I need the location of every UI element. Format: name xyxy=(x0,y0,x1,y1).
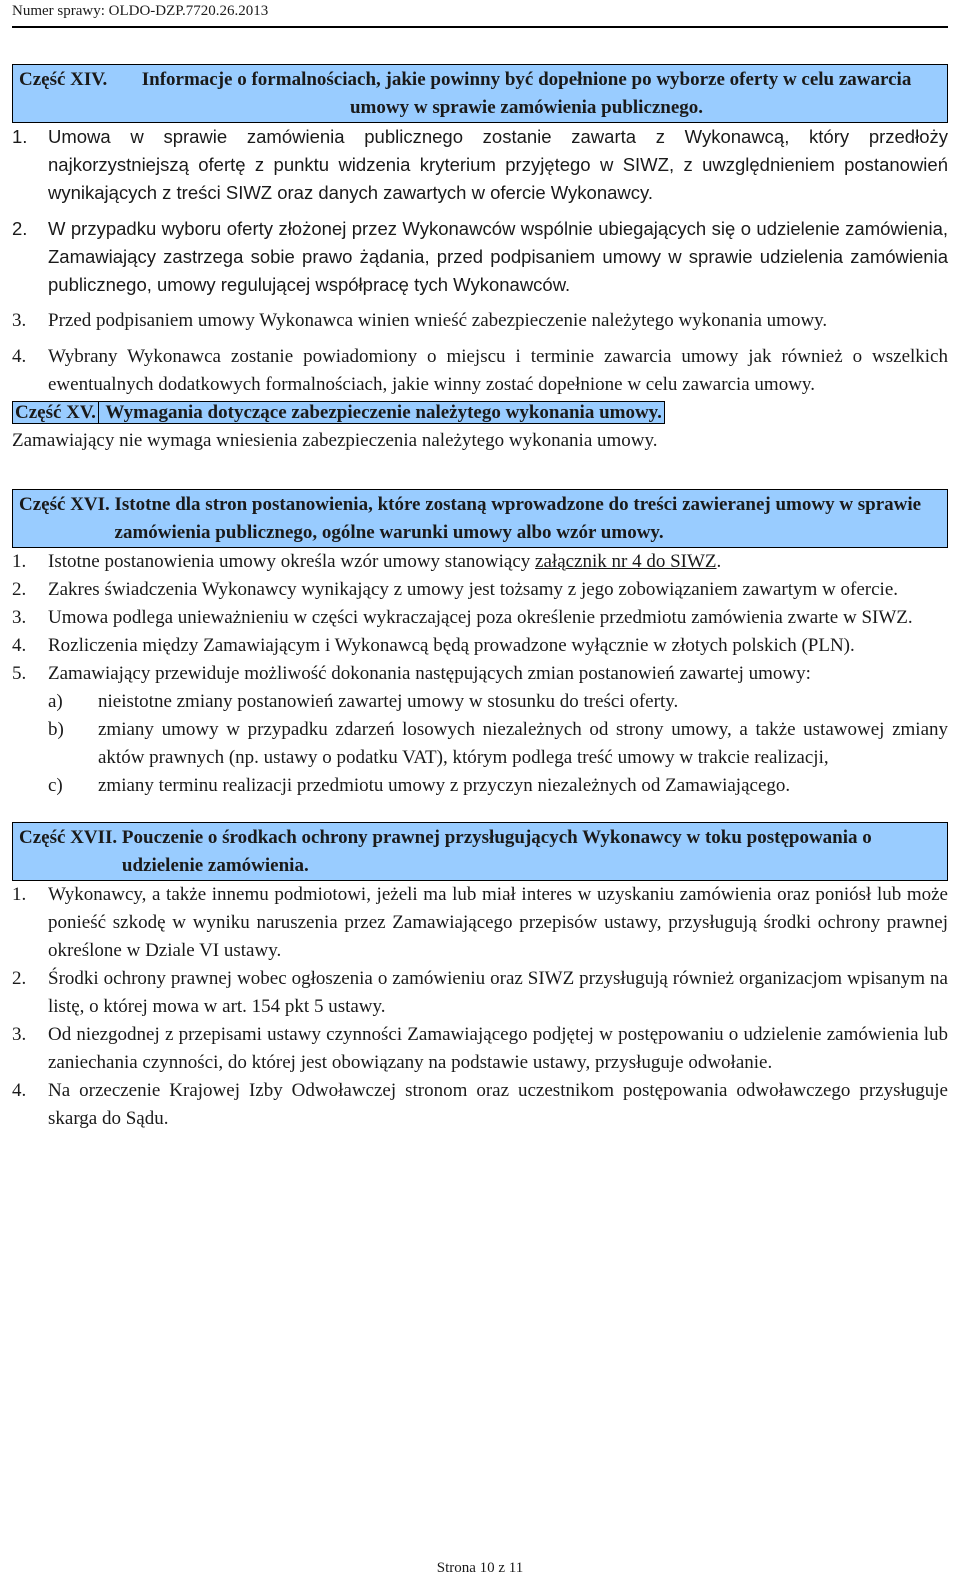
case-number: Numer sprawy: OLDO-DZP.7720.26.2013 xyxy=(12,3,269,19)
item-number: 4. xyxy=(12,635,27,656)
item-text: Zakres świadczenia Wykonawcy wynikający z umowy jest tożsamy z jego zobowiązaniem zawartym w ofercie. xyxy=(48,579,899,600)
list-item xyxy=(12,604,948,632)
item-text: Wykonawcy, a także innemu podmiotowi, jeżeli ma lub miał interes w uzyskaniu zamówienia oraz poniósł lub może ponieść szkodę w wyniku naruszenia przez Zamawiającego przepisów ustawy, przysługują środki ochrony prawnej określone w Dziale VI ustawy. xyxy=(48,884,948,961)
list-item xyxy=(12,576,948,604)
list-item xyxy=(12,307,948,335)
sub-item-letter: a) xyxy=(48,691,63,712)
item-text: W przypadku wyboru oferty złożonej przez Wykonawców wspólnie ubiegających się o udzielenie zamówienia, Zamawiający zastrzega sobie prawo żądania, przed podpisaniem umowy w sprawie udzielenia zamówienia publicznego, umowy regulującej współpracę tych Wykonawców. xyxy=(48,218,948,295)
section-17-label: Część XVII. xyxy=(19,827,122,848)
item-text: Zamawiający przewiduje możliwość dokonania następujących zmian postanowień zawartej umowy: xyxy=(48,663,811,684)
item-number: 3. xyxy=(12,1024,27,1045)
item-number: 2. xyxy=(12,579,27,600)
list-item xyxy=(12,965,948,1021)
section-16-title: Istotne dla stron postanowienia, które zostaną wprowadzone do treści zawieranej umowy w sprawie zamówienia publicznego, ogólne warunki umowy albo wzór umowy. xyxy=(114,494,922,543)
item-text: Wybrany Wykonawca zostanie powiadomiony o miejscu i terminie zawarcia umowy jak również o wszelkich ewentualnych dodatkowych formalnościach, jakie winny zostać dopełnione w celu zawarcia umowy. xyxy=(48,346,948,395)
sub-list-item xyxy=(12,716,948,772)
item-text: Umowa podlega unieważnieniu w części wykraczającej poza określenie przedmiotu zamówienia zwarte w SIWZ. xyxy=(48,607,913,628)
section-15-label: Część XV. xyxy=(12,401,99,424)
item-number: 2. xyxy=(12,218,28,239)
item-number: 2. xyxy=(12,968,27,989)
attachment-link[interactable]: załącznik nr 4 do SIWZ xyxy=(535,551,717,572)
item-text: Przed podpisaniem umowy Wykonawca winien wnieść zabezpieczenie należytego wykonania umowy. xyxy=(48,310,828,331)
item-text: Środki ochrony prawnej wobec ogłoszenia o zamówieniu oraz SIWZ przysługują również organizacjom wpisanym na listę, o której mowa w art. 154 pkt 5 ustawy. xyxy=(48,968,948,1017)
item-number: 4. xyxy=(12,346,27,367)
list-item xyxy=(12,881,948,965)
section-14-label: Część XIV. xyxy=(19,69,113,90)
list-item xyxy=(12,215,948,299)
sub-item-letter: c) xyxy=(48,775,63,796)
list-item xyxy=(12,1021,948,1077)
sub-list-item xyxy=(12,772,948,800)
section-16-heading xyxy=(12,489,948,548)
section-17-title: Pouczenie o środkach ochrony prawnej przysługujących Wykonawcy w toku postępowania o udzielenie zamówienia. xyxy=(121,827,872,876)
item-text: Od niezgodnej z przepisami ustawy czynności Zamawiającego podjętej w postępowaniu o udzielenie zamówienia lub zaniechania czynności, do której jest obowiązany na podstawie ustawy, przysługuje odwołanie. xyxy=(48,1024,948,1073)
list-item xyxy=(12,123,948,207)
section-15-heading xyxy=(12,399,948,427)
section-14-list xyxy=(12,123,948,299)
item-text-part: . xyxy=(716,551,722,572)
item-number: 1. xyxy=(12,126,28,147)
sub-item-text: zmiany umowy w przypadku zdarzeń losowych niezależnych od strony umowy, a także ustawowej zmiany aktów prawnych (np. ustawy o podatku VAT), którym podlega treść umowy w trakcie realizacji, xyxy=(98,719,948,768)
section-15-title: Wymagania dotyczące zabezpieczenie należytego wykonania umowy. xyxy=(99,401,665,424)
sub-item-text: nieistotne zmiany postanowień zawartej umowy w stosunku do treści oferty. xyxy=(98,691,679,712)
section-14-title: Informacje o formalnościach, jakie powinny być dopełnione po wyborze oferty w celu zawarcia umowy w sprawie zamówienia publicznego. xyxy=(141,69,912,118)
item-number: 1. xyxy=(12,551,27,572)
item-number: 3. xyxy=(12,310,27,331)
list-item xyxy=(12,1077,948,1133)
item-text-part: Istotne postanowienia umowy określa wzór umowy stanowiący xyxy=(48,551,536,572)
list-item xyxy=(12,343,948,399)
sub-list-item xyxy=(12,688,948,716)
section-14-list-cont xyxy=(12,307,948,399)
list-item xyxy=(12,660,948,688)
item-text: Rozliczenia między Zamawiającym i Wykonawcą będą prowadzone wyłącznie w złotych polskich (PLN). xyxy=(48,635,855,656)
section-16-label: Część XVI. xyxy=(19,494,115,515)
page-number: Strona 10 z 11 xyxy=(436,1560,524,1576)
list-item xyxy=(12,632,948,660)
item-text: Na orzeczenie Krajowej Izby Odwoławczej stronom oraz uczestnikom postępowania odwoławczego przysługuje skarga do Sądu. xyxy=(48,1080,948,1129)
item-number: 1. xyxy=(12,884,27,905)
section-15-body: Zamawiający nie wymaga wniesienia zabezpieczenia należytego wykonania umowy. xyxy=(12,430,658,451)
item-number: 5. xyxy=(12,663,27,684)
list-item xyxy=(12,548,948,576)
section-17-heading xyxy=(12,822,948,881)
section-16-list xyxy=(12,548,948,800)
item-number: 3. xyxy=(12,607,27,628)
section-17-list xyxy=(12,881,948,1133)
sub-item-text: zmiany terminu realizacji przedmiotu umowy z przyczyn niezależnych od Zamawiającego. xyxy=(98,775,791,796)
item-number: 4. xyxy=(12,1080,27,1101)
document-body xyxy=(12,64,948,1133)
item-text: Umowa w sprawie zamówienia publicznego zostanie zawarta z Wykonawcą, który przedłoży najkorzystniejszą ofertę z punktu widzenia kryterium przyjętego w SIWZ, z uwzględnieniem postanowień wynikających z treści SIWZ oraz danych zawartych w ofercie Wykonawcy. xyxy=(48,126,948,203)
sub-item-letter: b) xyxy=(48,719,64,740)
header-rule xyxy=(12,26,948,28)
item-text xyxy=(48,548,948,576)
section-14-heading xyxy=(12,64,948,123)
